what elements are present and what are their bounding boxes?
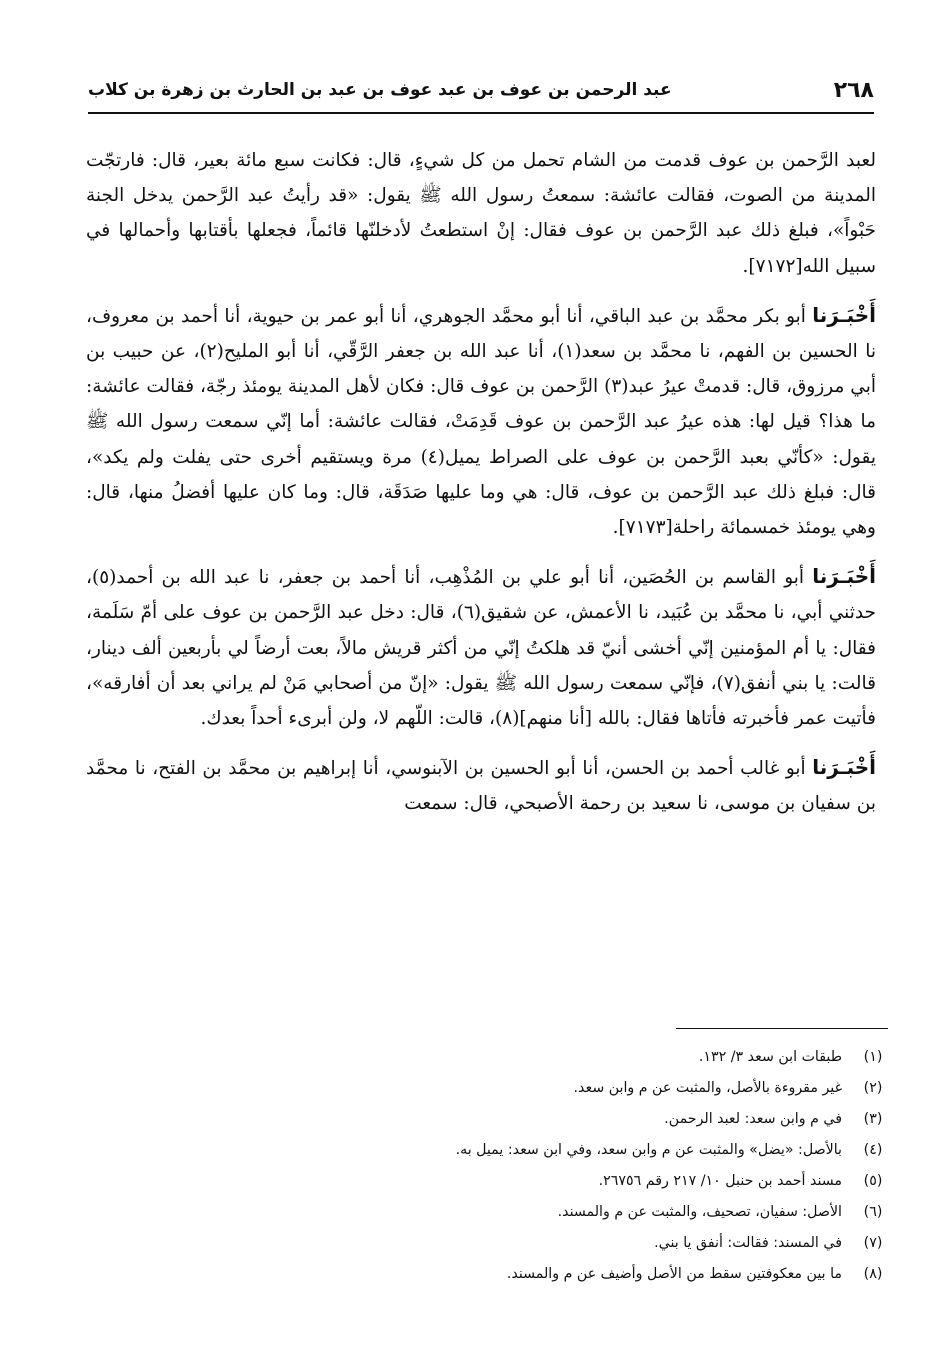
paragraph-4: [86, 750, 876, 821]
paragraph-lead: أَخْبَـرَنا: [812, 564, 876, 589]
paragraph-text: لعبد الرَّحمن بن عوف قدمت من الشام تحمل من كل شيءٍ، قال: فكانت سبع مائة بعير، قال: فارتجّت المدينة من الصوت، فقالت عائشة: سمعتُ رسول الله ﷺ يقول: «قد رأيتُ عبد الرَّحمن يدخل الجنة حَبْواً»، فبلغ ذلك عبد الرَّحمن بن عوف فقال: إنْ استطعتُ لأدخلنّها قائماً، فجعلها بأقتابها وأحمالها في سبيل الله[٧١٧٢].: [86, 150, 876, 277]
footnote-number: (٣): [863, 1111, 883, 1127]
footnote-rule: [676, 1028, 888, 1029]
footnote-text: غير مقروءة بالأصل، والمثبت عن م وابن سعد.: [573, 1080, 842, 1096]
footnote-text: في المسند: فقالت: أنفق يا بني.: [654, 1235, 842, 1251]
paragraph-3: [86, 559, 876, 736]
footnote-item: [86, 1166, 890, 1197]
running-title: عبد الرحمن بن عوف بن عبد عوف بن عبد بن الحارث بن زهرة بن كلاب: [88, 80, 672, 100]
paragraph-lead: أَخْبَـرَنا: [812, 755, 876, 780]
footnote-number: (٤): [863, 1142, 883, 1158]
paragraph-1: [86, 142, 876, 284]
paragraph-text: أبو بكر محمَّد بن عبد الباقي، أنا أبو محمَّد الجوهري، أنا أبو عمر بن حيوية، أنا أحمد بن معروف، نا الحسين بن الفهم، نا محمَّد بن سعد(١)، أنا عبد الله بن جعفر الرَّقّي، أنا أبو المليح(٢)، عن حبيب بن أبي مرزوق، قال: قدمتْ عيرُ عبد(٣) الرَّحمن بن عوف قال: فكان لأهل المدينة يومئذ رجّة، فقالت عائشة: ما هذا؟ قيل لها: هذه عيرُ عبد الرَّحمن بن عوف قَدِمَتْ، فقالت عائشة: أما إنّي سمعت رسول الله ﷺ يقول: «كأنّي بعبد الرَّحمن بن عوف على الصراط يميل(٤) مرة ويستقيم أخرى حتى يفلت ولم يكد»، قال: فبلغ ذلك عبد الرَّحمن بن عوف، قال: هي وما عليها صَدَقَة، قال: وما كان عليها أفضلُ منها، قال: وهي يومئذ خمسمائة راحلة[٧١٧٣].: [86, 305, 876, 539]
footnote-text: مسند أحمد بن حنبل ١٠/ ٢١٧ رقم ٢٦٧٥٦.: [598, 1173, 842, 1189]
footnote-number: (٦): [863, 1204, 883, 1220]
footnote-text: في م وابن سعد: لعبد الرحمن.: [664, 1111, 842, 1127]
footnote-text: ما بين معكوفتين سقط من الأصل وأضيف عن م والمسند.: [506, 1266, 842, 1282]
page-number: ٢٦٨: [833, 77, 874, 103]
footnote-item: [86, 1259, 890, 1290]
header-rule: [88, 112, 874, 114]
footnotes: [86, 1042, 890, 1290]
main-text: [86, 142, 876, 836]
footnote-number: (٢): [863, 1080, 883, 1096]
footnote-number: (١): [863, 1049, 883, 1065]
footnote-text: الأصل: سفيان، تصحيف، والمثبت عن م والمسند.: [557, 1204, 842, 1220]
paragraph-lead: أَخْبَـرَنا: [812, 302, 876, 327]
paragraph-text: أبو غالب أحمد بن الحسن، أنا أبو الحسين بن الآبنوسي، أنا إبراهيم بن محمَّد بن الفتح، نا محمَّد بن سفيان بن موسى، نا سعيد بن رحمة الأصبحي، قال: سمعت: [86, 758, 876, 815]
footnote-number: (٧): [863, 1235, 883, 1251]
footnote-number: (٥): [863, 1173, 883, 1189]
footnote-item: [86, 1135, 890, 1166]
footnote-item: [86, 1073, 890, 1104]
paragraph-text: أبو القاسم بن الحُصَين، أنا أبو علي بن المُذْهِب، أنا أحمد بن جعفر، نا عبد الله بن أحمد(٥)، حدثني أبي، نا محمَّد بن عُبَيد، نا الأعمش، عن شقيق(٦)، قال: دخل عبد الرَّحمن بن عوف على أمّ سَلَمة، فقال: يا أم المؤمنين إنّي أخشى أنيّ قد هلكتُ إنّي من أكثر قريش مالاً، بعت أرضاً لي بأربعين ألف دينار، قالت: يا بني أنفق(٧)، فإنّي سمعت رسول الله ﷺ يقول: «إنّ من أصحابي مَنْ لم يراني بعد أن أفارقه»، فأتيت عمر فأخبرته فأتاها فقال: بالله [أنا منهم](٨)، قالت: اللّهم لا، ولن أبرىء أحداً بعدك.: [86, 567, 876, 730]
footnote-item: [86, 1197, 890, 1228]
page-header: [88, 70, 874, 110]
footnote-text: طبقات ابن سعد ٣/ ١٣٢.: [698, 1049, 842, 1065]
footnote-number: (٨): [863, 1266, 883, 1282]
paragraph-2: [86, 298, 876, 545]
footnote-text: بالأصل: «يضل» والمثبت عن م وابن سعد، وفي ابن سعد: يميل به.: [455, 1142, 842, 1158]
footnote-item: [86, 1042, 890, 1073]
footnote-item: [86, 1228, 890, 1259]
footnote-item: [86, 1104, 890, 1135]
